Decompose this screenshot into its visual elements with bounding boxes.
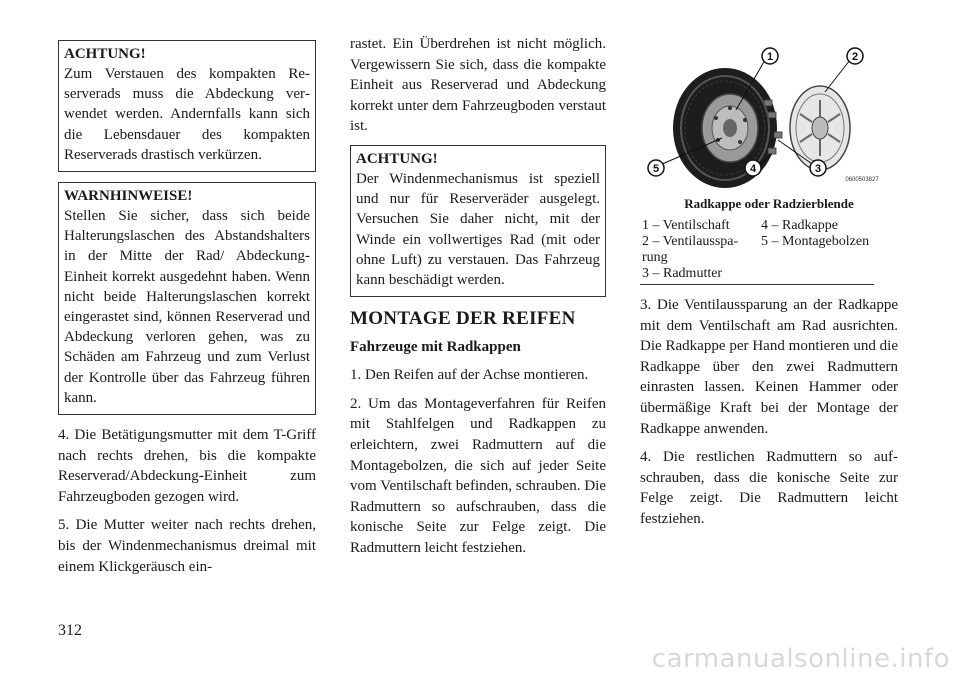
figure-caption: Radkappe oder Radzierblende [684,196,854,211]
caution-title: ACHTUNG! [64,46,146,62]
step-5-text: 5. Die Mutter weiter nach rechts drehen, bis der Windenmechanismus dreimal mit einem Klickgeräusch ein- [58,517,316,575]
warning-title: WARNHINWEISE! [64,188,193,205]
caution-text: Zum Verstauen des kompakten Reserverads muss die Abdeckung verwendet werden. Andernfalls kann sich die Lebensdauer des kompakten Reserverads drastisch verkürzen. [64,66,310,163]
section-heading: MONTAGE DER REIFEN [350,308,576,330]
legend-item: 1 – Ventilschaft [642,218,730,233]
figure-legend [640,218,874,285]
mount-step-4: 4. Die restlichen Radmuttern so aufschrauben, dass die konische Seite zur Felge zeigt. Die Radmuttern leicht festziehen. [640,449,898,527]
warning-box-brackets [58,182,316,415]
callout-4-label: 4 [749,163,757,175]
wheel-illustration [640,40,898,190]
mount-step-3: 3. Die Ventilaussparung an der Radkappe mit dem Ventilschaft am Rad ausrichten. Die Radkappe per Hand montieren und die Radkappe über den zwei Radmuttern einrasten lassen. Keinen Hammer oder übermäßige Kraft bei der Montage der Radkappe anwenden. [640,297,898,437]
section-subheading: Fahrzeuge mit Radkappen [350,339,521,356]
mount-step-1: 1. Den Reifen auf der Achse montieren. [350,367,589,384]
figure-code: 0600503827 [845,177,879,183]
column-middle [350,34,606,567]
callout-3-label: 3 [814,163,822,175]
step-4-text: 4. Die Betätigungsmutter mit dem T-Griff nach rechts drehen, bis die kompakte Reserverad/Abdeckung-Einheit zum Fahrzeugboden gezogen wird. [58,427,316,505]
step-5-continuation: rastet. Ein Überdrehen ist nicht möglich. Vergewissern Sie sich, dass die kompakte Einheit aus Reserverad und Abdeckung korrekt unter dem Fahrzeugboden verstaut ist. [350,36,606,135]
legend-item: 4 – Radkappe [761,218,838,233]
caution-title: ACHTUNG! [356,150,438,167]
legend-item: 3 – Radmutter [642,266,723,281]
mount-step-2: 2. Um das Montageverfahren für Reifen mit Stahlfelgen und Radkappen zu erleichtern, zwei Radmuttern auf die Montagebolzen, die sich auf jeder Seite vom Ventilschaft befinden, schrauben. Die Radmuttern so aufschrauben, dass die konische Seite zur Felge zeigt. Die Radmuttern leicht festziehen. [350,395,606,556]
legend-item: 5 – Montagebolzen [761,234,870,249]
warning-text: Stellen Sie sicher, dass sich beide Halterungslaschen des Abstandshalters in der Mitte der Rad/ Abdeckung-Einheit korrekt ausgedehnt haben. Wenn nicht beide Halterungslaschen korrekt eingerastet sind, können Reserverad und Abdeckung verloren gehen, was zu Schäden am Fahrzeug und zum Verlust der Kontrolle über das Fahrzeug führen kann. [64,208,310,406]
callout-2-label: 2 [851,51,859,63]
caution-text: Der Windenmechanismus ist speziell und nur für Reserveräder ausgelegt. Versuchen Sie daher nicht, mit der Winde ein vollwertiges Rad (mit oder ohne Luft) zu verstauen. Das Fahrzeug kann beschädigt werden. [356,170,600,288]
caution-box-storage [58,40,316,172]
legend-item [761,266,874,282]
column-left [58,40,316,585]
legend-item: 2 – Ventilaussparung [642,234,739,265]
watermark: carmanualsonline.info [651,644,950,674]
page-number: 312 [58,622,82,639]
callout-5-label: 5 [652,163,660,175]
wheel-cover-figure [640,40,898,190]
callout-1-label: 1 [766,51,774,63]
column-right [640,40,898,538]
caution-box-winch [350,145,606,297]
